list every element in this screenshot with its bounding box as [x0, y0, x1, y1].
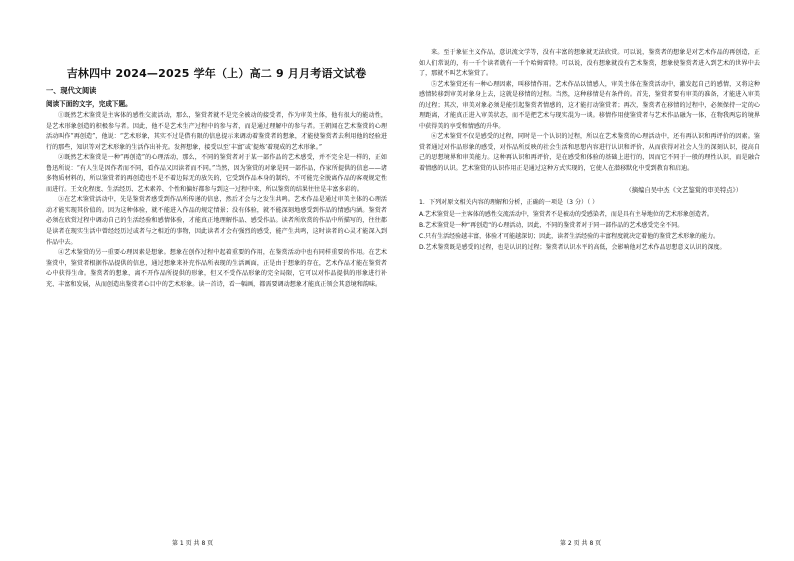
- paragraph-4-continued: 来。至于象征主义作品，意识流文学等，没有丰富的想象就无法欣赏。可以说，鉴赏者的想象是对艺术作品的再创造，正如人们常说的，有一千个读者就有一千个哈姆雷特。可以说，没有想象就没有艺术鉴赏，想象使鉴赏者进入到艺术的世界中去了，那就不叫艺术鉴赏了。: [419, 49, 760, 78]
- reading-instruction: 阅读下面的文字，完成下题。: [46, 100, 132, 108]
- page-right: [397, 0, 794, 561]
- option-c: C.只有生活经验越丰富，体验才可能越深切；因此，读者生活经验的丰富程度就决定着他的鉴赏艺术形象的能力。: [419, 232, 720, 240]
- paragraph-4: ④艺术鉴赏的另一重要心理因素是想象。想象在创作过程中起着重要的作用，在鉴赏活动中也有同样重要的作用。在艺术鉴赏中，鉴赏者根据作品提供的信息，通过想象来补充作品所表现的生活画面，正是由于想象的存在，艺术作品才能在鉴赏者心中获得生命。鉴赏者的想象，离不开作品所提供的形象，但又不受作品形象的完全局限，它可以对作品提供的形象进行补充、丰富和发展，从而创造出鉴赏者心目中的艺术形象。读一首诗，看一幅画，都需要调动想象才能真正领会其意境和韵味。: [46, 249, 387, 288]
- option-a: A.艺术鉴赏是一主客体的感性交流活动中，鉴赏者不是被动的受感染者，而是具有主导地位的艺术形象创造者。: [419, 210, 713, 218]
- paragraph-2: ②既然艺术鉴赏是一种“再创造”的心理活动，那么，不同的鉴赏者对于某一部作品的艺术感受，并不完全是一样的，正如鲁迅所说：“有人生是因作者而不同，看作品又因读者而不同。”当然，因为鉴赏的对象是同一部作品，作家所提供的信息——诸多物质材料的，所以鉴赏者的再创造也不是不着边际无的放矢的，它受到作品本身的制约，不可能完全脱离作品的客观规定性而进行。王文化程度、生活经历、艺术素养、个性和偏好都参与到这一过程中来，所以鉴赏的结果往往是丰富多彩的。: [46, 154, 387, 193]
- option-b: B.艺术鉴赏是一种“再创造”的心理活动，因此，不同的鉴赏者对于同一部作品的艺术感受完全不同。: [419, 221, 684, 229]
- question-1: 1．下列对原文相关内容的理解和分析，正确的一项是（3 分）（ ）: [419, 198, 599, 206]
- option-d: D.艺术鉴赏既是感受的过程，也是认识的过程；鉴赏者认识水平的高低，会影响他对艺术作品思想意义认识的深度。: [419, 244, 726, 252]
- paragraph-1: ①既然艺术鉴赏是主客体的感性交流活动，那么，鉴赏者就不是完全被动的接受者，作为审美主体，他有很大的能动性，是艺术形象创造的积极参与者。因此，他不是艺术生产过程中的参与者，而是通过理解中的参与者。王朝闻在艺术鉴赏的心理活动叫作“再创造”，他说：“艺术形象，其实不过是借有限的信息提示来调动着鉴赏者的想象，才能使鉴赏者去利用他的经验进行的那些，知识等对艺术形象的生活作出补充。发挥想象，接受以至‘丰富’或‘提炼’着现成的艺术形象。”: [46, 112, 387, 151]
- section-heading: 一、现代文阅读: [46, 86, 97, 95]
- paragraph-3: ③在艺术鉴赏活动中，先是鉴赏者感受到作品所传递的信息，然后才会与之发生共鸣。艺术作品是通过审美主体的心理活动才能实现其价值的。因为这种体验，就不能进入作品的规定情景；没有体验，就不能深刻地感受到作品的情感内涵。鉴赏者必须在欣赏过程中调动自己的生活经验和感情体验，才能真正地理解作品、感受作品。读者所欣赏的作品中所描写的，往往都是读者在现实生活中曾经经历过或者与之相近的事物，因此读者才会有强烈的感受，能产生共鸣，这时读者的心灵才能深入到作品中去。: [46, 196, 387, 246]
- page-number-left: 第 1 页 共 8 页: [172, 540, 214, 547]
- paragraph-6: ⑥艺术鉴赏不仅是感受的过程，同时是一个认识的过程，所以在艺术鉴赏的心理活动中，还有再认识和再评价的因素。鉴赏者通过对作品形象的感受，对作品所反映的社会生活和思想内容进行认识和评价，从而获得对社会人生的深刻认识，提高自己的思想境界和审美能力。这种再认识和再评价，是在感受和体验的基础上进行的，因而它不同于一般的理性认识，而是融合着情感的认识。艺术鉴赏的认识作用正是通过这种方式实现的，它使人在潜移默化中受到教育和启迪。: [419, 133, 760, 173]
- exam-title: 吉林四中 2024—2025 学年（上）高二 9 月月考语文试卷: [66, 67, 367, 80]
- source-citation: （摘编自吴中杰《文艺鉴赏的审美特点》）: [625, 186, 742, 194]
- paragraph-5: ⑤艺术鉴赏还有一种心理因素，叫移情作用。艺术作品以情感人，审美主体在鉴赏活动中，激发起自己的感情，又将这种感情转移到审美对象身上去，这就是移情的过程。当然，这种移情是有条件的。首先，鉴赏者要有审美的准备，才能进入审美的过程；其次，审美对象必须是能引起鉴赏者情感的，这才能打动鉴赏者；再次，鉴赏者在移情的过程中，必须保持一定的心理距离，才能真正进入审美状态，而不是把艺术与现实混为一谈。移情作用使鉴赏者与艺术作品融为一体，在物我两忘的境界中获得美的享受和情感的升华。: [419, 80, 760, 130]
- page-number-right: 第 2 页 共 8 页: [560, 540, 602, 547]
